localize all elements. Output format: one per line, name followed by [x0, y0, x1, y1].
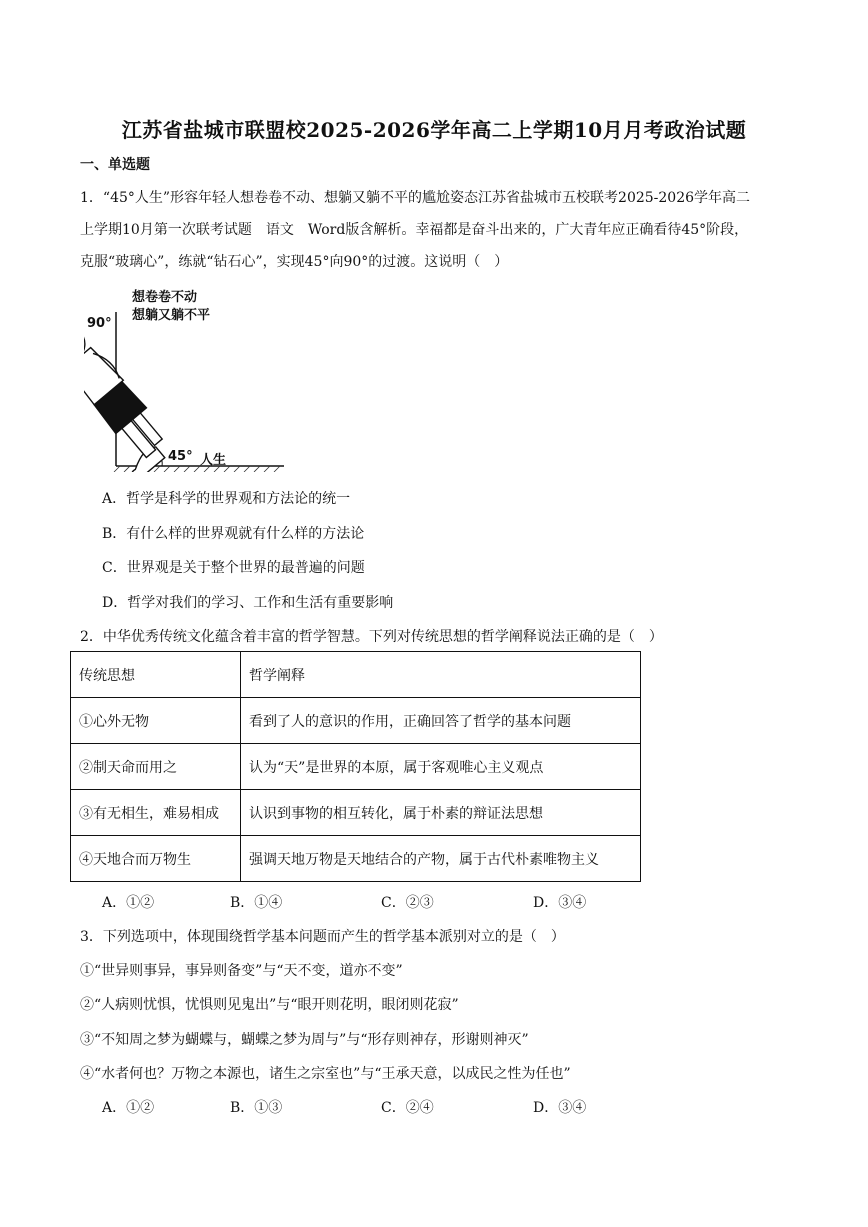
table-header-row	[71, 652, 641, 698]
figure-caption-line-1: 想卷卷不动	[132, 290, 198, 305]
q2-option-b: B．①④	[230, 895, 283, 911]
q1-stem-line-1: 1．“45°人生”形容年轻人想卷卷不动、想躺又躺不平的尴尬姿态江苏省盐城市五校联考2025-2026学年高二	[80, 190, 751, 206]
q3-option-c: C．②④	[381, 1100, 434, 1116]
q3-stem: 3．下列选项中，体现围绕哲学基本问题而产生的哲学基本派别对立的是（ ）	[80, 929, 565, 945]
q1-option-a: A．哲学是科学的世界观和方法论的统一	[102, 491, 351, 507]
q1-option-d: D．哲学对我们的学习、工作和生活有重要影响	[102, 595, 394, 611]
table-cell: 强调天地万物是天地结合的产物，属于古代朴素唯物主义	[241, 836, 641, 882]
figure-label-90: 90°	[87, 316, 112, 331]
q3-option-d: D．③④	[533, 1100, 587, 1116]
q2-option-c: C．②③	[381, 895, 434, 911]
figure-label-45: 45°	[168, 449, 193, 464]
table-header-cell: 传统思想	[71, 652, 241, 698]
q1-figure	[84, 282, 294, 472]
q1-stem-line-3: 克服“玻璃心”，练就“钻石心”，实现45°向90°的过渡。这说明（ ）	[80, 254, 509, 270]
q3-item-2: ②“人病则忧惧，忧惧则见鬼出”与“眼开则花明，眼闭则花寂”	[80, 997, 459, 1013]
table-cell: ④天地合而万物生	[71, 836, 241, 882]
q3-item-4: ④“水者何也？万物之本源也，诸生之宗室也”与“王承天意，以成民之性为任也”	[80, 1066, 571, 1082]
q2-stem: 2．中华优秀传统文化蕴含着丰富的哲学智慧。下列对传统思想的哲学阐释说法正确的是（ ）	[80, 629, 663, 645]
table-cell: ①心外无物	[71, 698, 241, 744]
q1-option-b: B．有什么样的世界观就有什么样的方法论	[102, 526, 365, 542]
table-row	[71, 744, 641, 790]
table-cell: 认识到事物的相互转化，属于朴素的辩证法思想	[241, 790, 641, 836]
q3-option-b: B．①③	[230, 1100, 283, 1116]
q1-stem-line-2: 上学期10月第一次联考试题 语文 Word版含解析。幸福都是奋斗出来的，广大青年应正确看待45°阶段，	[80, 222, 749, 238]
table-row	[71, 790, 641, 836]
table-row	[71, 836, 641, 882]
page-title: 江苏省盐城市联盟校2025-2026学年高二上学期10月月考政治试题	[121, 118, 747, 142]
philosophy-table	[70, 651, 641, 882]
table-header-cell: 哲学阐释	[241, 652, 641, 698]
q1-option-c: C．世界观是关于整个世界的最普遍的问题	[102, 560, 365, 576]
q2-option-d: D．③④	[533, 895, 587, 911]
figure-caption-line-2: 想躺又躺不平	[132, 308, 211, 323]
q2-option-a: A．①②	[102, 895, 155, 911]
q3-item-1: ①“世异则事异，事异则备变”与“天不变，道亦不变”	[80, 963, 403, 979]
q3-item-3: ③“不知周之梦为蝴蝶与，蝴蝶之梦为周与”与“形存则神存，形谢则神灭”	[80, 1032, 529, 1048]
q3-option-a: A．①②	[102, 1100, 155, 1116]
table-cell: 看到了人的意识的作用，正确回答了哲学的基本问题	[241, 698, 641, 744]
table-cell: 认为“天”是世界的本原，属于客观唯心主义观点	[241, 744, 641, 790]
table-cell: ②制天命而用之	[71, 744, 241, 790]
figure-label-life: 人生	[200, 453, 227, 468]
table-row	[71, 698, 641, 744]
leaning-person-illustration	[84, 282, 294, 472]
table-cell: ③有无相生，难易相成	[71, 790, 241, 836]
section-heading: 一、单选题	[80, 157, 150, 173]
